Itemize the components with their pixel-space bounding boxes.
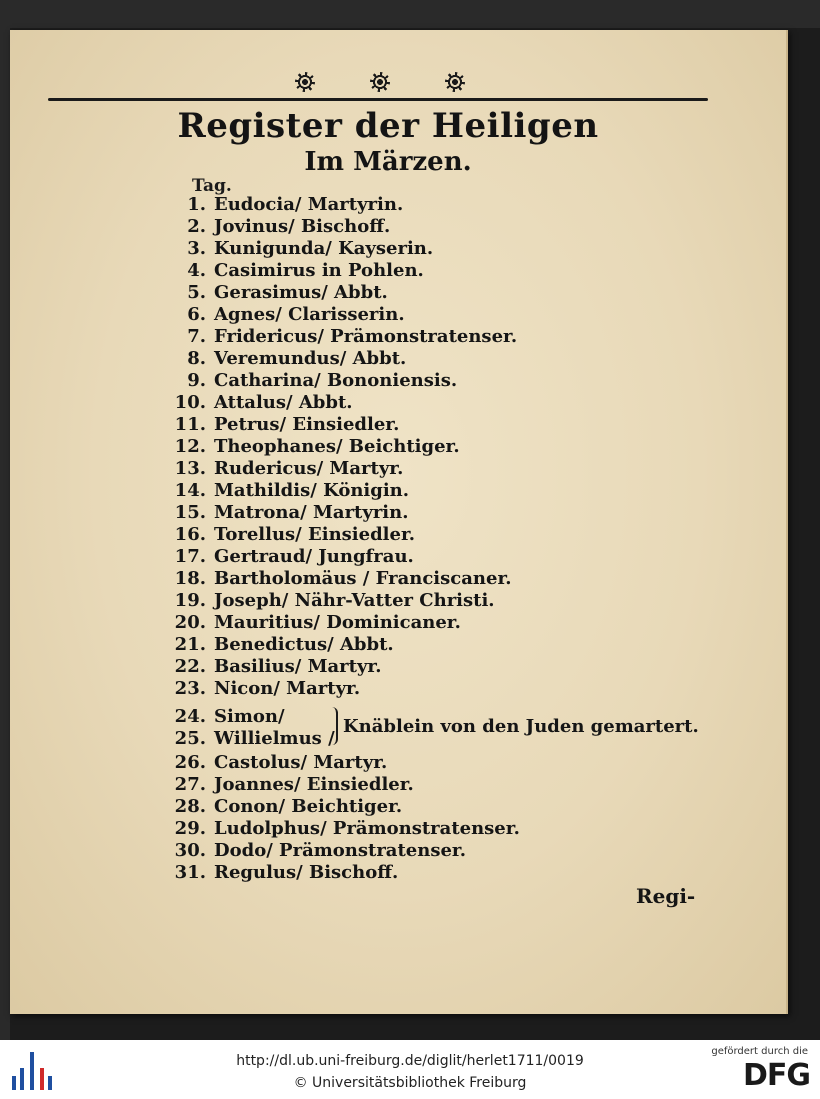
- saint-name: Theophanes/ Beichtiger.: [214, 436, 460, 457]
- list-item: [0, 656, 776, 678]
- saint-name: Mauritius/ Dominicaner.: [214, 612, 461, 633]
- list-item: [0, 546, 776, 568]
- day-number: 17.: [174, 546, 206, 567]
- list-item: [0, 282, 776, 304]
- list-item: [0, 414, 776, 436]
- day-number: 23.: [174, 678, 206, 699]
- list-item: [0, 392, 776, 414]
- day-number: 28.: [174, 796, 206, 817]
- day-number: 30.: [174, 840, 206, 861]
- saint-name: Bartholomäus / Franciscaner.: [214, 568, 512, 589]
- list-item: [0, 194, 776, 216]
- page-title: Register der Heiligen: [177, 106, 599, 146]
- header-rule: [48, 98, 708, 101]
- saint-name: Joannes/ Einsiedler.: [214, 774, 414, 795]
- ornament-row: [295, 70, 465, 94]
- day-number: 14.: [174, 480, 206, 501]
- saint-name: Gertraud/ Jungfrau.: [214, 546, 414, 567]
- list-item: [0, 774, 776, 796]
- day-number: 4.: [187, 260, 206, 281]
- day-number: 5.: [187, 282, 206, 303]
- list-item: [0, 260, 776, 282]
- saint-name: Basilius/ Martyr.: [214, 656, 382, 677]
- day-number: 29.: [174, 818, 206, 839]
- list-item: [0, 612, 776, 634]
- day-number: 2.: [187, 216, 206, 237]
- saint-name: Catharina/ Bononiensis.: [214, 370, 458, 391]
- saint-name: Eudocia/ Martyrin.: [214, 194, 404, 215]
- saint-name: Benedictus/ Abbt.: [214, 634, 394, 655]
- day-number: 19.: [174, 590, 206, 611]
- day-number: 18.: [174, 568, 206, 589]
- list-item: [0, 458, 776, 480]
- saint-name: Kunigunda/ Kayserin.: [214, 238, 434, 259]
- saint-name: Nicon/ Martyr.: [214, 678, 361, 699]
- saint-name: Matrona/ Martyrin.: [214, 502, 409, 523]
- list-item: [0, 678, 776, 700]
- dfg-funding-label: gefördert durch die: [711, 1046, 808, 1057]
- viewer-footer: [0, 1040, 820, 1099]
- day-number: 9.: [187, 370, 206, 391]
- day-number: 8.: [187, 348, 206, 369]
- day-number: 13.: [174, 458, 206, 479]
- list-item: [0, 840, 776, 862]
- list-item: [0, 238, 776, 260]
- saint-name: Joseph/ Nähr-Vatter Christi.: [214, 590, 495, 611]
- saint-name: Rudericus/ Martyr.: [214, 458, 404, 479]
- day-number: 20.: [174, 612, 206, 633]
- saint-name: Castolus/ Martyr.: [214, 752, 388, 773]
- day-number: 26.: [174, 752, 206, 773]
- list-item: [0, 634, 776, 656]
- list-item: [0, 326, 776, 348]
- day-number: 6.: [187, 304, 206, 325]
- list-item: [0, 524, 776, 546]
- saint-name: Agnes/ Clarisserin.: [214, 304, 405, 325]
- day-number: 1.: [187, 194, 206, 215]
- day-number: 10.: [174, 392, 206, 413]
- list-item: [0, 436, 776, 458]
- list-item: [0, 216, 776, 238]
- saint-name: Casimirus in Pohlen.: [214, 260, 424, 281]
- list-item: [0, 590, 776, 612]
- day-column-label: Tag.: [192, 176, 232, 196]
- list-item: [0, 752, 776, 774]
- day-number: 21.: [174, 634, 206, 655]
- catchword: Regi-: [636, 884, 696, 908]
- grouping-brace: [326, 707, 338, 745]
- flower-ornament-icon: [370, 72, 390, 92]
- flower-ornament-icon: [445, 72, 465, 92]
- saint-name: Regulus/ Bischoff.: [214, 862, 399, 883]
- list-item: [0, 862, 776, 884]
- list-item: [0, 370, 776, 392]
- saint-name: Dodo/ Prämonstratenser.: [214, 840, 466, 861]
- saint-name: Simon/: [214, 706, 285, 727]
- saint-name: Mathildis/ Königin.: [214, 480, 410, 501]
- day-number: 12.: [174, 436, 206, 457]
- list-item: [0, 568, 776, 590]
- list-item: [0, 818, 776, 840]
- saint-name: Veremundus/ Abbt.: [214, 348, 407, 369]
- day-number: 25.: [174, 728, 206, 749]
- saint-name: Ludolphus/ Prämonstratenser.: [214, 818, 520, 839]
- copyright-notice: © Universitätsbibliothek Freiburg: [293, 1075, 527, 1091]
- saint-name: Gerasimus/ Abbt.: [214, 282, 388, 303]
- saint-name: Fridericus/ Prämonstratenser.: [214, 326, 518, 347]
- saint-name: Torellus/ Einsiedler.: [214, 524, 416, 545]
- list-item: [0, 502, 776, 524]
- saint-name: Willielmus /: [214, 728, 335, 749]
- saint-name: Petrus/ Einsiedler.: [214, 414, 400, 435]
- grouped-annotation: Knäblein von den Juden gemartert.: [343, 716, 699, 737]
- page-subtitle: Im Märzen.: [304, 147, 472, 177]
- list-item: [0, 348, 776, 370]
- saint-name: Attalus/ Abbt.: [214, 392, 353, 413]
- day-number: 15.: [174, 502, 206, 523]
- dfg-logo: DFG: [742, 1058, 810, 1093]
- permalink-url[interactable]: http://dl.ub.uni-freiburg.de/diglit/herlet1711/0019: [236, 1053, 584, 1069]
- flower-ornament-icon: [295, 72, 315, 92]
- day-number: 31.: [174, 862, 206, 883]
- day-number: 7.: [187, 326, 206, 347]
- list-item: [0, 796, 776, 818]
- day-number: 3.: [187, 238, 206, 259]
- day-number: 24.: [174, 706, 206, 727]
- saint-name: Conon/ Beichtiger.: [214, 796, 403, 817]
- saint-name: Jovinus/ Bischoff.: [214, 216, 391, 237]
- list-item: [0, 480, 776, 502]
- day-number: 11.: [174, 414, 206, 435]
- day-number: 22.: [174, 656, 206, 677]
- list-item: [0, 304, 776, 326]
- day-number: 16.: [174, 524, 206, 545]
- day-number: 27.: [174, 774, 206, 795]
